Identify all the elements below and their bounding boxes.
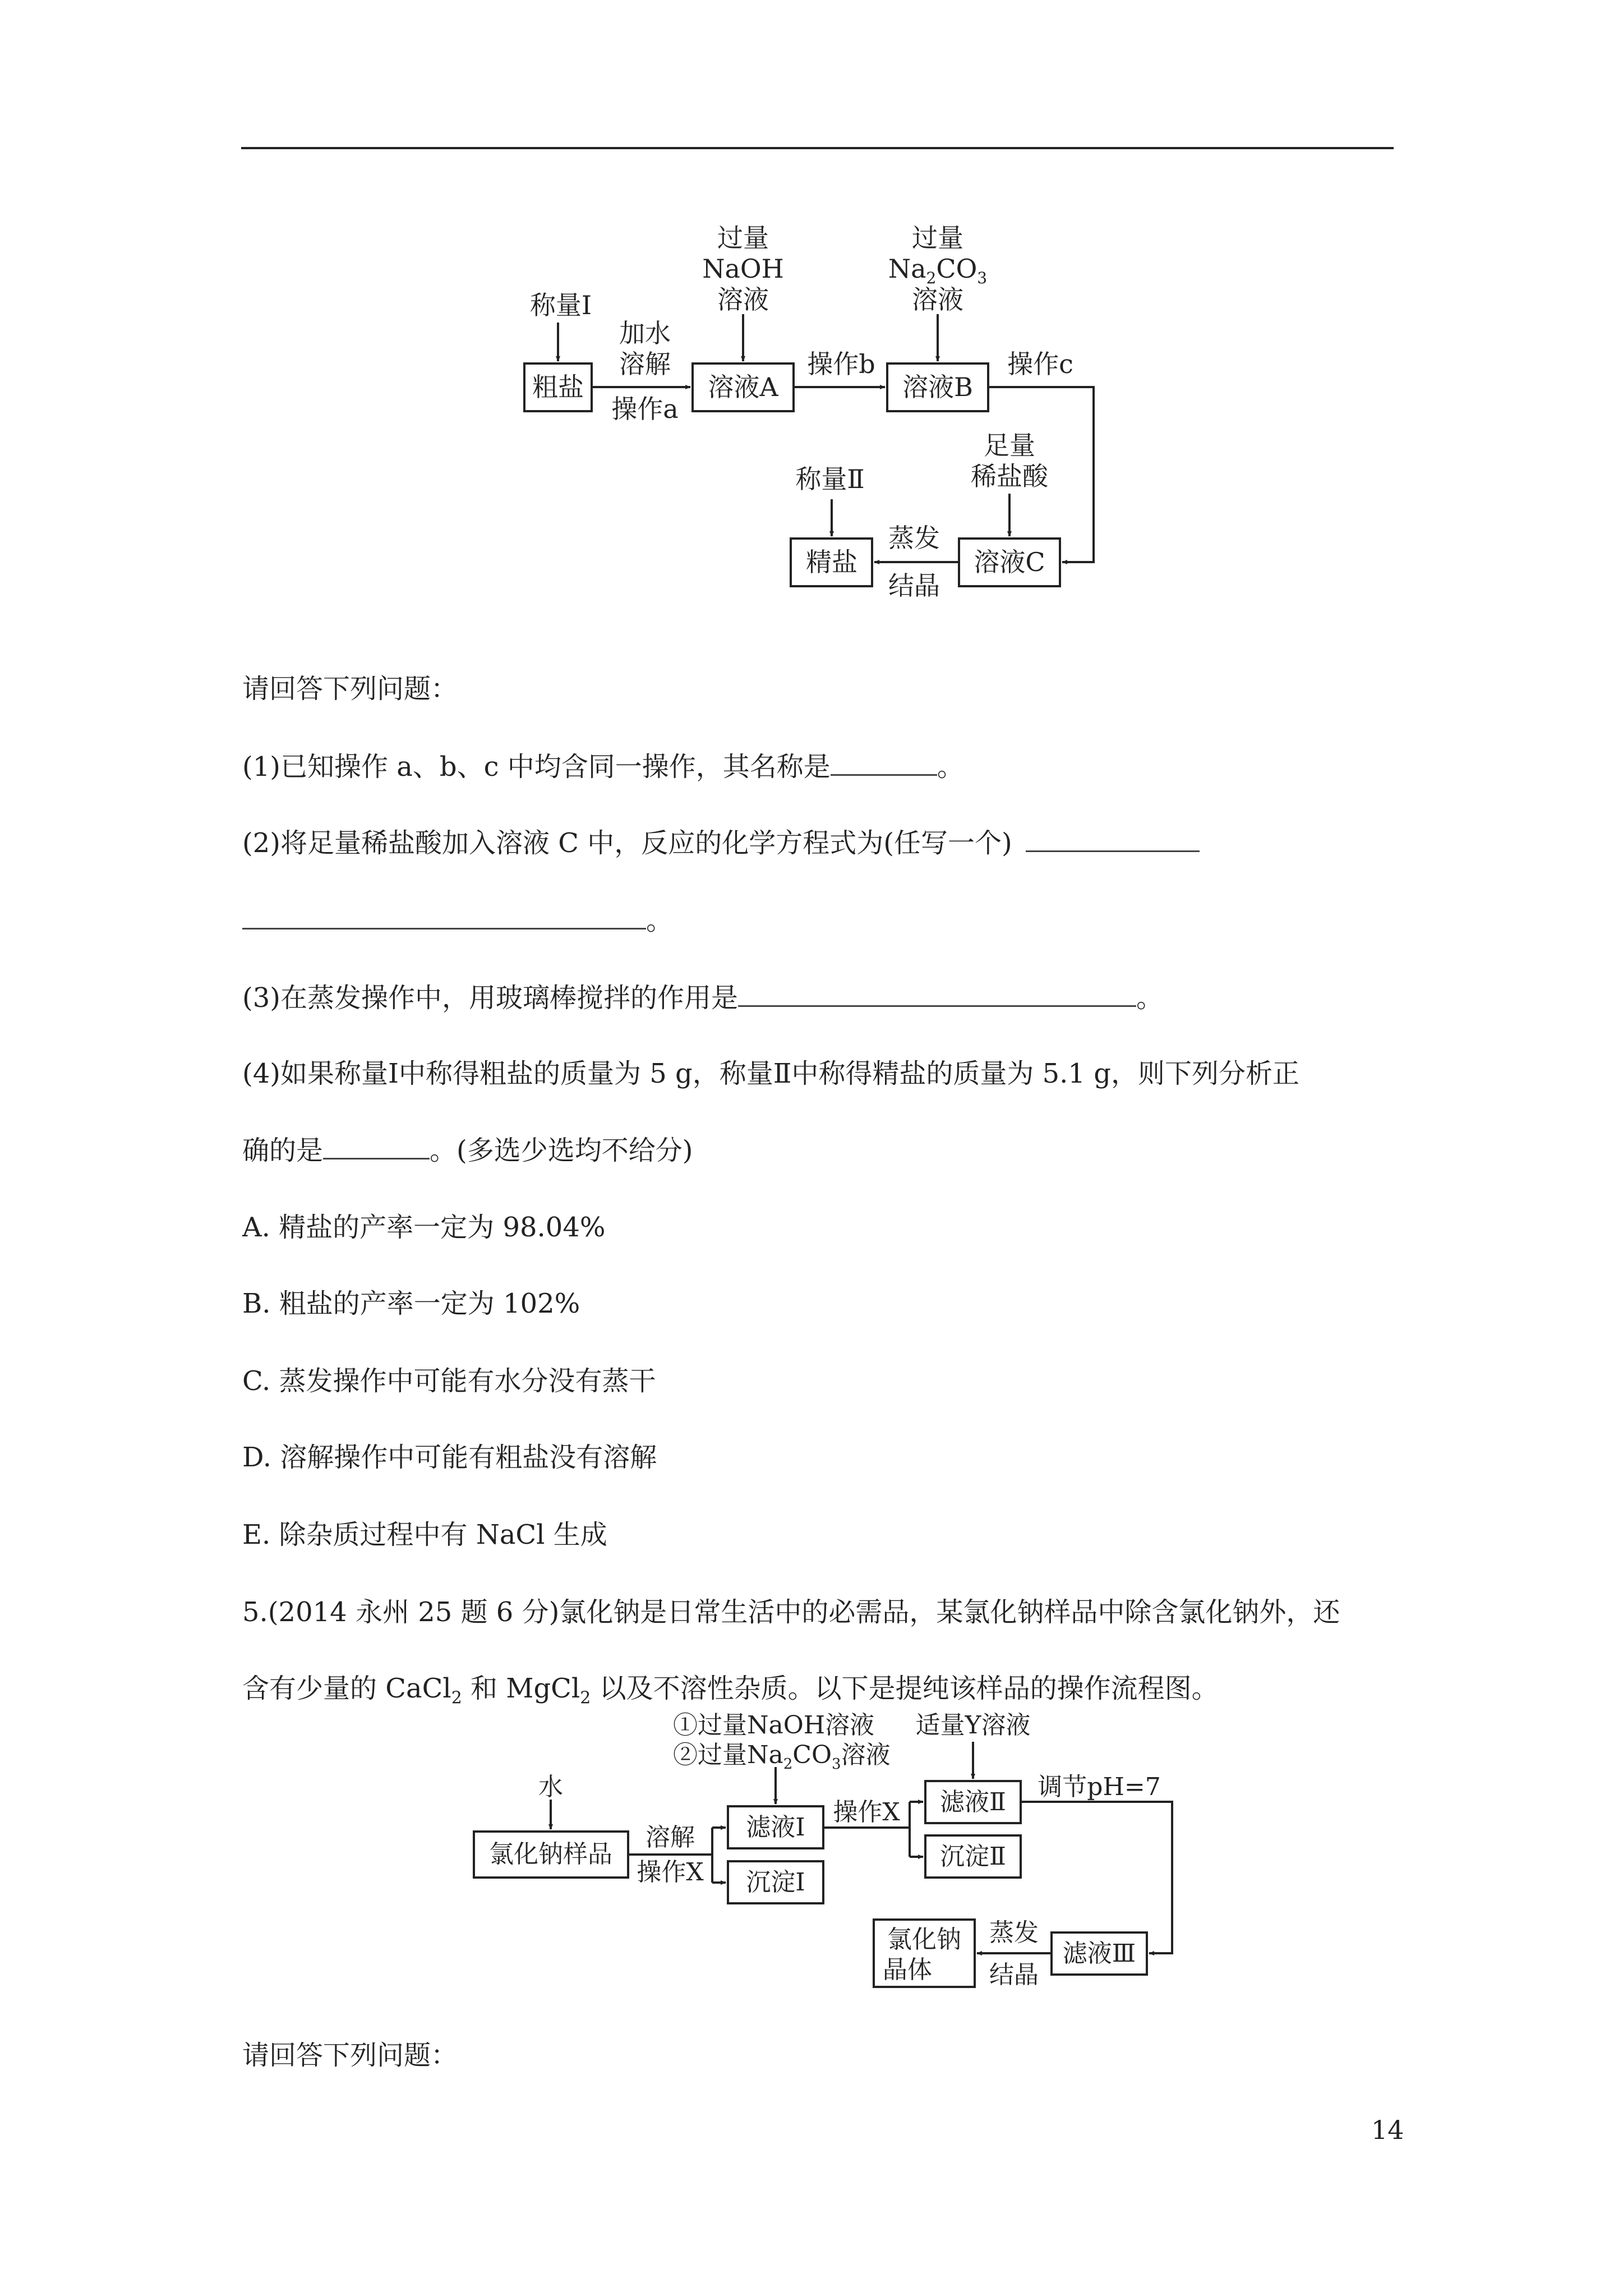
option-d: D. 溶解操作中可能有粗盐没有溶解 (242, 1442, 657, 1473)
question-5-text-c: 以及不溶性杂质。以下是提纯该样品的操作流程图。 (591, 1673, 1219, 1704)
water-label: 水 (538, 1773, 563, 1801)
question-4-line-2 (242, 1133, 693, 1167)
question-2-text: (2)将足量稀盐酸加入溶液 C 中，反应的化学方程式为(任写一个) (242, 827, 1012, 859)
op-a-label: 操作a (611, 394, 679, 424)
evaporate-label-2: 结晶 (888, 570, 940, 601)
question-1 (242, 749, 964, 784)
question-3 (242, 981, 1163, 1015)
box-filtrate-2-label: 滤液Ⅱ (940, 1788, 1006, 1816)
reagent2-label-3: 溶液 (912, 284, 963, 315)
question-4-note: 。(多选少选均不给分) (430, 1135, 693, 1166)
answer-blank-2a[interactable] (1026, 826, 1200, 852)
box-filtrate-3-label: 滤液Ⅲ (1062, 1939, 1136, 1968)
adjust-ph-label: 调节pH=7 (1038, 1773, 1161, 1801)
op-x2-label: 操作X (833, 1798, 900, 1826)
option-b: B. 粗盐的产率一定为 102% (242, 1288, 580, 1319)
box-filtrate-1-label: 滤液Ⅰ (746, 1813, 805, 1842)
box-refined-salt-label: 精盐 (806, 547, 857, 577)
box-nacl-crystal-label-1: 氯化钠 (887, 1925, 961, 1954)
reagent-y-label: 适量Y溶液 (915, 1711, 1031, 1740)
question-intro: 请回答下列问题： (242, 673, 458, 705)
subscript-2b: 2 (580, 1688, 591, 1708)
answer-blank-4[interactable] (323, 1133, 430, 1159)
box-solution-a-label: 溶液A (708, 372, 778, 402)
weigh1-label: 称量Ⅰ (529, 290, 592, 320)
op-x1-label: 操作X (637, 1858, 704, 1887)
answer-blank-1[interactable] (831, 749, 937, 776)
box-nacl-sample-label: 氯化钠样品 (489, 1840, 612, 1869)
question-5-line-1: 5.(2014 永州 25 题 6 分)氯化钠是日常生活中的必需品，某氯化钠样品中除含氯化钠外，还 (242, 1596, 1340, 1628)
reagent2-label-1: 过量 (912, 223, 963, 253)
question-4-line-1: (4)如果称量Ⅰ中称得粗盐的质量为 5 g，称量Ⅱ中称得精盐的质量为 5.1 g，则下列分析正 (242, 1058, 1299, 1089)
question-1-end: 。 (937, 751, 964, 783)
question-2-cont (242, 903, 673, 937)
dissolve-label: 溶解 (645, 1823, 695, 1852)
question-5-text-b: 和 MgCl (462, 1673, 580, 1704)
subscript-2a: 2 (451, 1688, 462, 1708)
page-number: 14 (1371, 2115, 1404, 2145)
box-solution-c-label: 溶液C (974, 547, 1045, 577)
reagent1-label-2: NaOH (702, 254, 784, 284)
question-2 (242, 826, 1200, 860)
arrow-adjust-ph (1021, 1802, 1172, 1953)
option-e: E. 除杂质过程中有 NaCl 生成 (242, 1519, 607, 1550)
add-water-label-1: 加水 (619, 318, 671, 348)
question-5-text-a: 含有少量的 CaCl (242, 1673, 451, 1704)
option-a: A. 精盐的产率一定为 98.04% (242, 1212, 606, 1243)
flow-diagram-crude-salt (0, 0, 1623, 617)
evaporate-label-1: 蒸发 (888, 523, 940, 553)
flow-diagram-nacl-sample (0, 1705, 1623, 2019)
question-3-text: (3)在蒸发操作中，用玻璃棒搅拌的作用是 (242, 982, 738, 1014)
reagent-label-1: ①过量NaOH溶液 (673, 1711, 875, 1740)
answer-blank-3[interactable] (738, 981, 1136, 1007)
reagent3-label-1: 足量 (984, 430, 1035, 461)
answer-blank-2b[interactable] (242, 903, 646, 930)
box-crude-salt-label: 粗盐 (532, 372, 584, 402)
box-solution-b-label: 溶液B (902, 372, 973, 402)
op-b-label: 操作b (807, 349, 875, 379)
reagent2-label-2: $Na_2CO_3$ (888, 254, 988, 287)
question-3-end: 。 (1136, 982, 1164, 1014)
reagent1-label-1: 过量 (717, 223, 769, 253)
question-5-intro: 请回答下列问题： (242, 2040, 458, 2071)
weigh2-label: 称量Ⅱ (795, 464, 865, 494)
evaporate-2-label-2: 结晶 (989, 1961, 1039, 1989)
option-c: C. 蒸发操作中可能有水分没有蒸干 (242, 1365, 656, 1397)
reagent1-label-3: 溶液 (717, 284, 769, 315)
question-2-end: 。 (646, 905, 674, 936)
question-1-text: (1)已知操作 a、b、c 中均含同一操作，其名称是 (242, 751, 831, 783)
reagent-label-2: ②过量$Na_2CO_3$溶液 (673, 1741, 891, 1773)
op-c-label: 操作c (1007, 349, 1073, 379)
add-water-label-2: 溶解 (619, 349, 671, 379)
reagent3-label-2: 稀盐酸 (971, 461, 1048, 491)
box-nacl-crystal-label-2: 晶体 (883, 1955, 932, 1984)
question-4-text: 确的是 (242, 1135, 324, 1166)
evaporate-2-label-1: 蒸发 (989, 1918, 1039, 1947)
box-precipitate-2-label: 沉淀Ⅱ (940, 1842, 1006, 1871)
box-precipitate-1-label: 沉淀Ⅰ (746, 1868, 805, 1897)
